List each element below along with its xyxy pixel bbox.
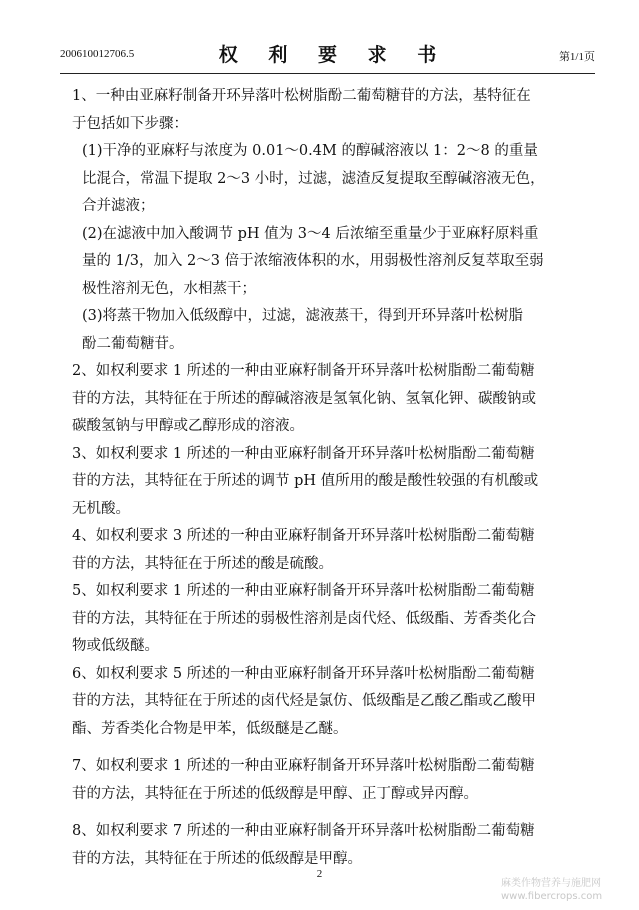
watermark-line-1: 麻类作物营养与施肥网: [501, 878, 601, 889]
document-header: [60, 40, 595, 70]
claim-6: 6、如权利要求 5 所述的一种由亚麻籽制备开环异落叶松树脂酚二葡萄糖 苷的方法，其特征在于所述的卤代烃是氯仿、低级酯是乙酸乙酯或乙酸甲 酯、芳香类化合物是甲苯，低级醚是乙醚。: [72, 665, 536, 737]
claim-1-step-2: (2)在滤液中加入酸调节 pH 值为 3～4 后浓缩至重量少于亚麻籽原料重 量的 1/3，加入 2～3 倍于浓缩液体积的水，用弱极性溶剂反复萃取至弱 极性溶剂无色，水相蒸干；: [82, 225, 544, 297]
claim-1-step-1: (1)干净的亚麻籽与浓度为 0.01～0.4M 的醇碱溶液以 1：2～8 的重量 比混合，常温下提取 2～3 小时，过滤，滤渣反复提取至醇碱溶液无色， 合并滤液；: [82, 143, 545, 214]
claim-1: 1、一种由亚麻籽制备开环异落叶松树脂酚二葡萄糖苷的方法，基特征在 于包括如下步骤：: [72, 88, 531, 132]
page-count: 第1/1页: [558, 51, 595, 63]
claim-7: 7、如权利要求 1 所述的一种由亚麻籽制备开环异落叶松树脂酚二葡萄糖 苷的方法，其特征在于所述的低级醇是甲醇、正丁醇或异丙醇。: [72, 758, 535, 802]
page-number: 2: [316, 868, 323, 880]
site-watermark: [501, 877, 631, 903]
claim-3: 3、如权利要求 1 所述的一种由亚麻籽制备开环异落叶松树脂酚二葡萄糖 苷的方法，其特征在于所述的调节 pH 值所用的酸是酸性较强的有机酸或 无机酸。: [72, 445, 539, 517]
page-title: 权 利 要 求 书: [218, 44, 449, 66]
claim-2: 2、如权利要求 1 所述的一种由亚麻籽制备开环异落叶松树脂酚二葡萄糖 苷的方法，其特征在于所述的醇碱溶液是氢氧化钠、氢氧化钾、碳酸钠或 碳酸氢钠与甲醇或乙醇形成的溶液。: [72, 363, 536, 434]
claim-5: 5、如权利要求 1 所述的一种由亚麻籽制备开环异落叶松树脂酚二葡萄糖 苷的方法，其特征在于所述的弱极性溶剂是卤代烃、低级酯、芳香类化合 物或低级醚。: [72, 583, 536, 654]
claims-body: [72, 83, 580, 873]
header-divider: [60, 73, 595, 74]
watermark-line-2: www.fibercrops.com: [501, 891, 603, 902]
claim-4: 4、如权利要求 3 所述的一种由亚麻籽制备开环异落叶松树脂酚二葡萄糖 苷的方法，其特征在于所述的酸是硫酸。: [72, 528, 535, 572]
claim-8: 8、如权利要求 7 所述的一种由亚麻籽制备开环异落叶松树脂酚二葡萄糖 苷的方法，其特征在于所述的低级醇是甲醇。: [72, 823, 535, 867]
application-number: 200610012706.5: [60, 48, 135, 60]
claim-1-step-3: (3)将蒸干物加入低级醇中，过滤，滤液蒸干，得到开环异落叶松树脂 酚二葡萄糖苷。: [82, 308, 524, 352]
